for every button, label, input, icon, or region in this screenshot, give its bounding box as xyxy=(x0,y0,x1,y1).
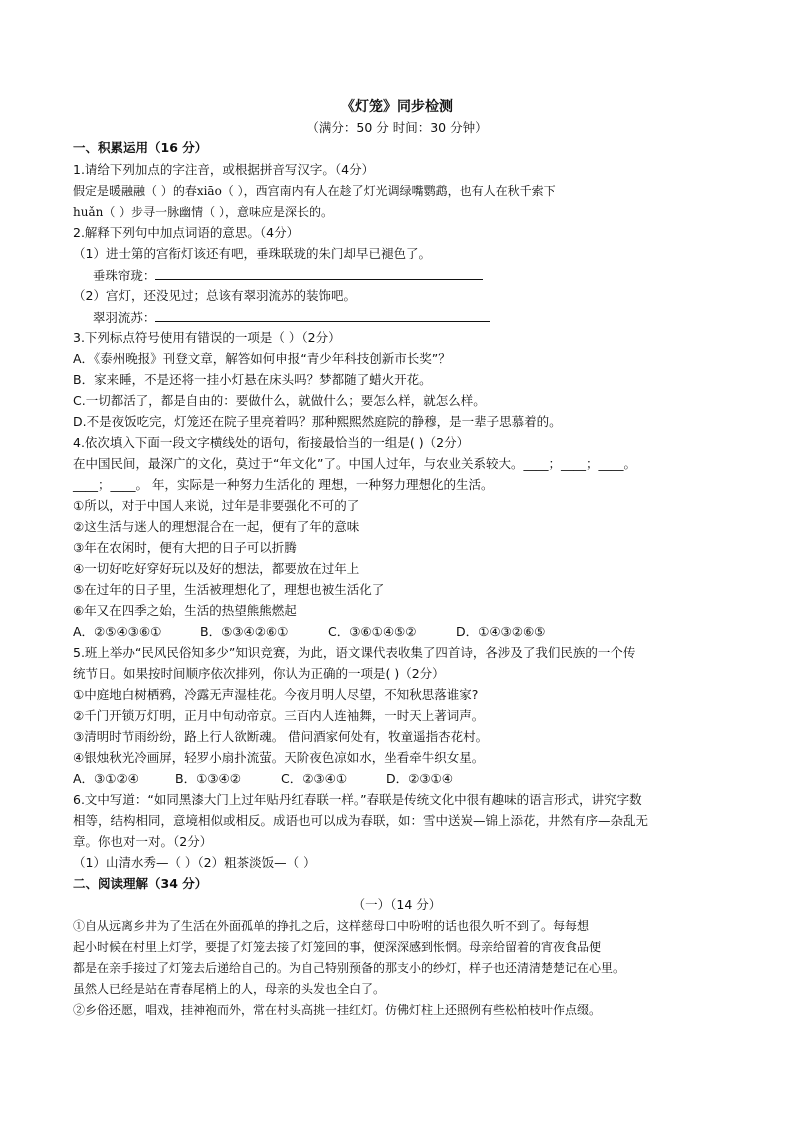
q6-line2: 相等，结构相同，意境相似或相反。成语也可以成为春联，如：雪中送炭—锦上添花，井然有序—杂乱无 xyxy=(73,813,649,828)
q5-poem: ①中庭地白树栖鸦，冷露无声湿桂花。今夜月明人尽望，不知秋思落谁家? xyxy=(73,687,479,702)
page-title: 《灯笼》同步检测 xyxy=(341,99,453,115)
q5-poem: ②千门开锁万灯明，正月中旬动帝京。三百内人连袖舞，一时天上著词声。 xyxy=(73,708,485,723)
q2-answer2-label: 翠羽流苏： xyxy=(73,310,156,325)
q2-answer1-row xyxy=(73,265,483,286)
q4-item: ⑥年又在四季之始，生活的热望熊熊燃起 xyxy=(73,603,297,618)
q1-line2: huǎn（ ）步寻一脉幽情（ ），意味应是深长的。 xyxy=(73,205,333,219)
section2-heading: 二、阅读理解（34 分） xyxy=(73,876,208,891)
q2-stem: 2.解释下列句中加点词语的意思。（4分） xyxy=(73,225,300,240)
q1-stem: 1.请给下列加点的字注音，或根据拼音写汉字。（4分） xyxy=(73,162,375,177)
q4-item: ④一切好吃好穿好玩以及好的想法，都要放在过年上 xyxy=(73,561,360,576)
q4-stem: 4.依次填入下面一段文字横线处的语句，衔接最恰当的一组是( )（2分） xyxy=(73,435,470,450)
q1-line1: 假定是暖融融（ ）的春xiāo（ ），西宫南内有人在趁了灯光调绿嘴鹦鹉，也有人在秋千索下 xyxy=(73,184,556,198)
q4-item: ⑤在过年的日子里，生活被理想化了，理想也被生活化了 xyxy=(73,582,385,597)
q4-option-d: D．①④③②⑥⑤ xyxy=(456,624,546,639)
reading-part-heading: （一）（14 分） xyxy=(352,897,442,912)
q2-sentence1: （1）进士第的宫衔灯该还有吧，垂珠联珑的朱门却早已褪色了。 xyxy=(73,246,431,261)
passage-line: ①自从远离乡井为了生活在外面孤单的挣扎之后，这样慈母口中吩咐的话也很久听不到了。每每想 xyxy=(73,919,590,933)
q4-option-b: B．⑤③④②⑥① xyxy=(200,624,289,639)
q2-answer1-label: 垂珠帘珑： xyxy=(73,268,156,283)
q4-option-c: C．③⑥①④⑤② xyxy=(328,624,417,639)
q6-line3: 章。你也对一对。（2分） xyxy=(73,834,213,849)
q6-line1: 6.文中写道：“如同黑漆大门上过年贴丹红春联一样。”春联是传统文化中很有趣味的语言形式，讲究字数 xyxy=(73,792,642,807)
q3-option-b: B．家来睡，不是还将一挂小灯悬在床头吗？梦都随了蜡火开花。 xyxy=(73,372,432,387)
section1-heading: 一、积累运用（16 分） xyxy=(73,140,208,155)
passage-line: 虽然人已经是站在青春尾梢上的人，母亲的头发也全白了。 xyxy=(73,982,386,996)
passage-line: 都是在亲手接过了灯笼去后递给自己的。为自己特别预备的那支小的纱灯，样子也还清清楚楚记在心里。 xyxy=(73,961,626,975)
q5-option-a: A．③①②④ xyxy=(73,771,139,786)
q2-answer2-blank[interactable] xyxy=(155,307,490,322)
q3-option-c: C.一切都活了，都是自由的：要做什么，就做什么；要怎么样，就怎么样。 xyxy=(73,393,486,408)
q5-option-c: C．②③④① xyxy=(281,771,348,786)
q6-answer-line: （1）山清水秀—（ ）（2）粗茶淡饭—（ ） xyxy=(73,855,316,870)
q4-paragraph-line1: 在中国民间，最深广的文化，莫过于“年文化”了。中国人过年，与农业关系较大。____；____；____。 xyxy=(73,456,636,471)
q5-poem: ③清明时节雨纷纷，路上行人欲断魂。 借问酒家何处有，牧童遥指杏花村。 xyxy=(73,729,489,744)
q5-option-b: B．①③④② xyxy=(175,771,241,786)
q4-option-a: A．②⑤④③⑥① xyxy=(73,624,162,639)
passage-line: 起小时候在村里上灯学，要提了灯笼去接了灯笼回的事，便深深感到怅惘。母亲给留着的宵夜食品便 xyxy=(73,940,602,954)
q5-option-d: D．②③①④ xyxy=(386,771,453,786)
q4-paragraph-line2: ____；____。 年，实际是一种努力生活化的 理想，一种努力理想化的生活。 xyxy=(73,477,494,492)
q5-poem: ④银烛秋光冷画屏，轻罗小扇扑流萤。天阶夜色凉如水，坐看牵牛织女星。 xyxy=(73,750,485,765)
q4-item: ①所以，对于中国人来说，过年是非要强化不可的了 xyxy=(73,498,360,513)
q3-stem: 3.下列标点符号使用有错误的一项是（ ）（2分） xyxy=(73,330,341,345)
q5-stem-line2: 统节日。如果按时间顺序依次排列，你认为正确的一项是( )（2分） xyxy=(73,666,445,681)
q5-stem: 5.班上举办“民风民俗知多少”知识竞赛，为此，语文课代表收集了四首诗，各涉及了我们民族的一个传 xyxy=(73,645,636,660)
page-subtitle: （满分：50 分 时间：30 分钟） xyxy=(306,120,488,135)
q3-option-a: A．《泰州晚报》刊登文章，解答如何申报“青少年科技创新市长奖”？ xyxy=(73,351,451,366)
q4-item: ③年在农闲时，便有大把的日子可以折腾 xyxy=(73,540,297,555)
q2-answer1-blank[interactable] xyxy=(155,265,483,280)
q4-item: ②这生活与迷人的理想混合在一起，便有了年的意味 xyxy=(73,519,360,534)
passage-line: ②乡俗还愿，唱戏，挂神袍而外，常在村头高挑一挂红灯。仿佛灯柱上还照例有些松柏枝叶作点缀。 xyxy=(73,1003,602,1017)
q2-sentence2: （2）宫灯，还没见过；总该有翠羽流苏的装饰吧。 xyxy=(73,288,356,303)
q3-option-d: D.不是夜饭吃完，灯笼还在院子里亮着吗？那种熙熙然庭院的静穆，是一辈子思慕着的。 xyxy=(73,414,562,429)
q2-answer2-row xyxy=(73,307,490,328)
